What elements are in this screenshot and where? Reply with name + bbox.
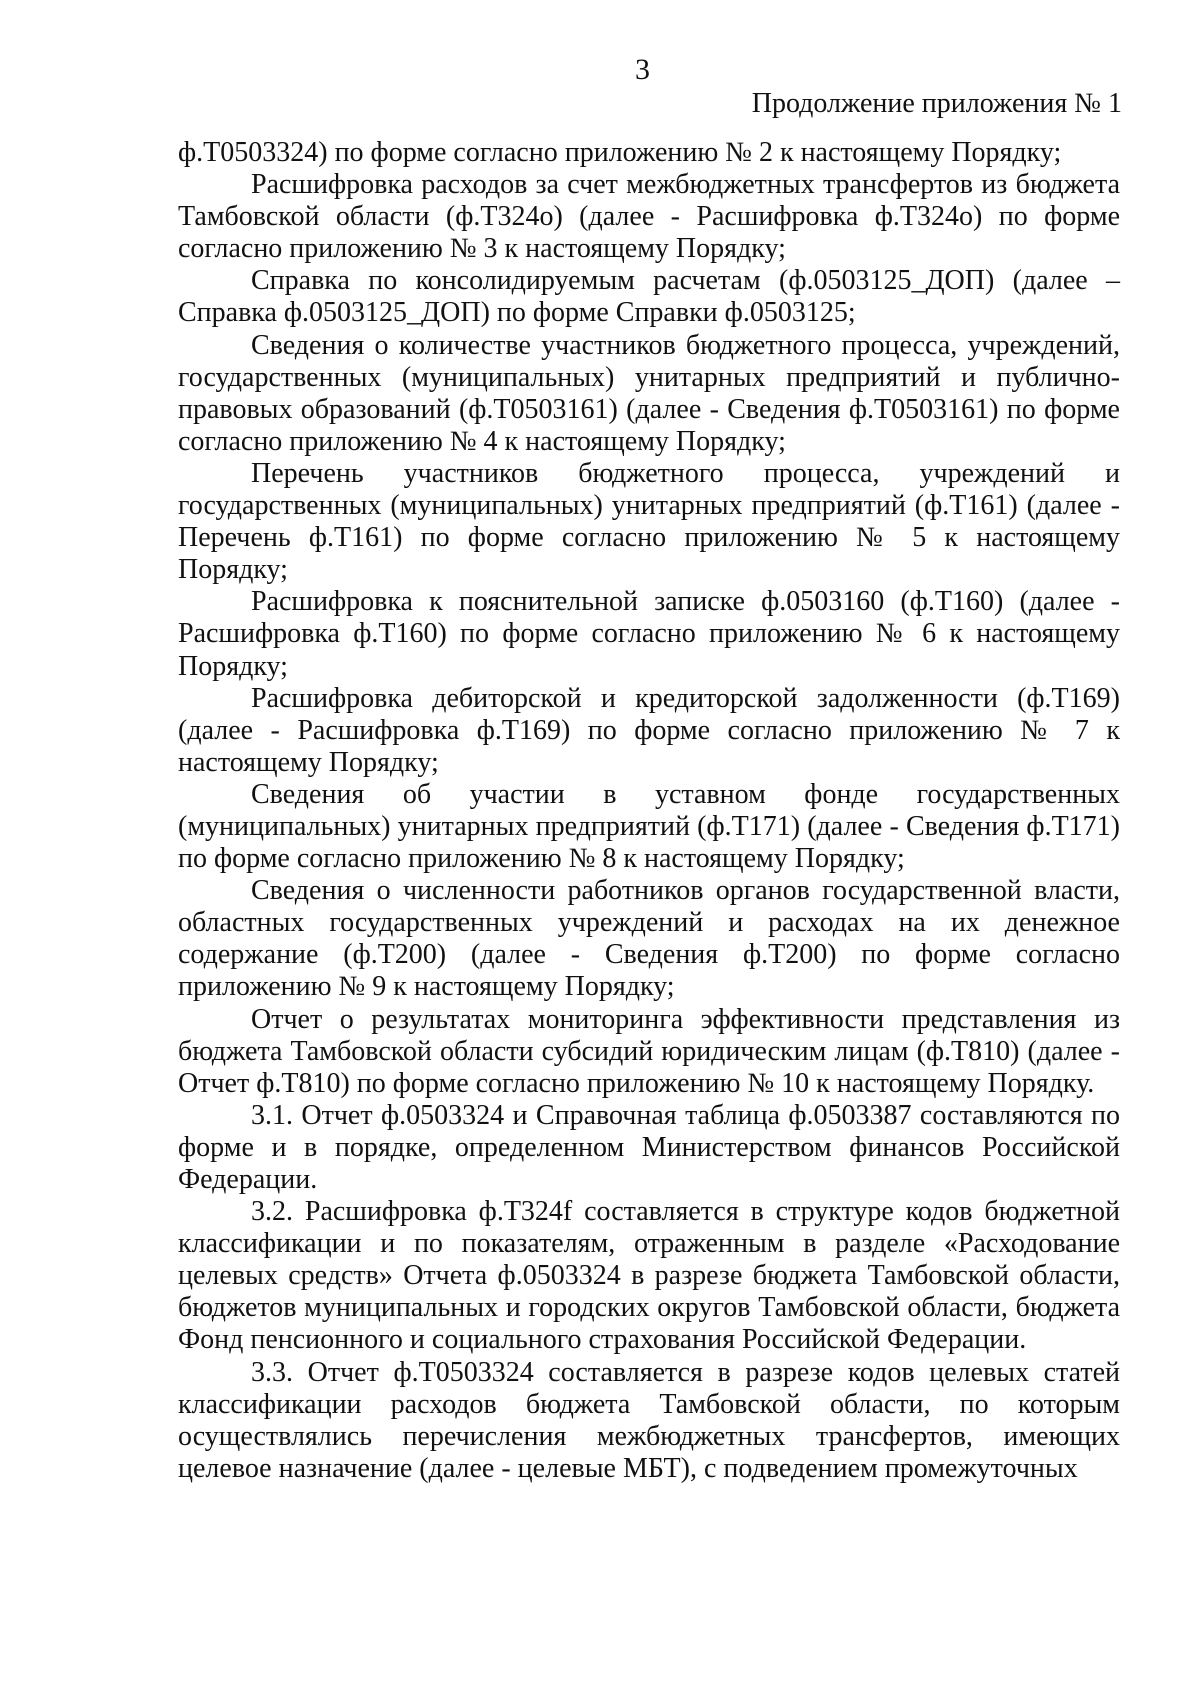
paragraph-3-2: 3.2. Расшифровка ф.Т324f составляется в структуре кодов бюджетной классификации и по показателям, отраженным в разделе «Расходование целевых средств» Отчета ф.0503324 в разрезе бюджета Тамбовской области, бюджетов муниципальных и городских округов Тамбовской области, бюджета Фонд пенсионного и социального страхования Российской Федерации.: [178, 1196, 1120, 1356]
paragraph-t171: Сведения об участии в уставном фонде государственных (муниципальных) унитарных предприятий (ф.Т171) (далее - Сведения ф.Т171) по форме согласно приложению № 8 к настоящему Порядку;: [178, 778, 1120, 875]
paragraph-0503125-dop: Справка по консолидируемым расчетам (ф.0503125_ДОП) (далее – Справка ф.0503125_ДОП) по форме Справки ф.0503125;: [178, 265, 1120, 329]
paragraph-t324o: Расшифровка расходов за счет межбюджетных трансфертов из бюджета Тамбовской области (ф.Т324о) (далее - Расшифровка ф.Т324о) по форме согласно приложению № 3 к настоящему Порядку;: [178, 169, 1120, 265]
document-body: [178, 137, 1120, 1485]
paragraph-t161: Перечень участников бюджетного процесса, учреждений и государственных (муниципальных) унитарных предприятий (ф.Т161) (далее - Перечень ф.Т161) по форме согласно приложению № 5 к настоящему Порядку;: [178, 457, 1120, 586]
page-number: 3: [635, 53, 650, 86]
paragraph-3-3: 3.3. Отчет ф.Т0503324 составляется в разрезе кодов целевых статей классификации расходов бюджета Тамбовской области, по которым осуществлялись перечисления межбюджетных трансфертов, имеющих целевое назначение (далее - целевые МБТ), с подведением промежуточных: [178, 1356, 1120, 1484]
paragraph-continued: ф.Т0503324) по форме согласно приложению № 2 к настоящему Порядку;: [178, 137, 1062, 168]
paragraph-3-1: 3.1. Отчет ф.0503324 и Справочная таблица ф.0503387 составляются по форме и в порядке, определенном Министерством финансов Российской Федерации.: [178, 1099, 1120, 1195]
appendix-continuation-header: Продолжение приложения № 1: [751, 88, 1122, 119]
paragraph-t169: Расшифровка дебиторской и кредиторской задолженности (ф.Т169) (далее - Расшифровка ф.Т169) по форме согласно приложению № 7 к настоящему Порядку;: [178, 682, 1120, 778]
paragraph-t200: Сведения о численности работников органов государственной власти, областных государственных учреждений и расходах на их денежное содержание (ф.Т200) (далее - Сведения ф.Т200) по форме согласно приложению № 9 к настоящему Порядку;: [178, 875, 1120, 1003]
paragraph-t0503161: Сведения о количестве участников бюджетного процесса, учреждений, государственных (муниципальных) унитарных предприятий и публично-правовых образований (ф.Т0503161) (далее - Сведения ф.Т0503161) по форме согласно приложению № 4 к настоящему Порядку;: [178, 329, 1120, 457]
paragraph-t160: Расшифровка к пояснительной записке ф.0503160 (ф.Т160) (далее - Расшифровка ф.Т160) по форме согласно приложению № 6 к настоящему Порядку;: [178, 586, 1120, 682]
paragraph-t810: Отчет о результатах мониторинга эффективности представления из бюджета Тамбовской области субсидий юридическим лицам (ф.Т810) (далее - Отчет ф.Т810) по форме согласно приложению № 10 к настоящему Порядку.: [178, 1003, 1120, 1099]
